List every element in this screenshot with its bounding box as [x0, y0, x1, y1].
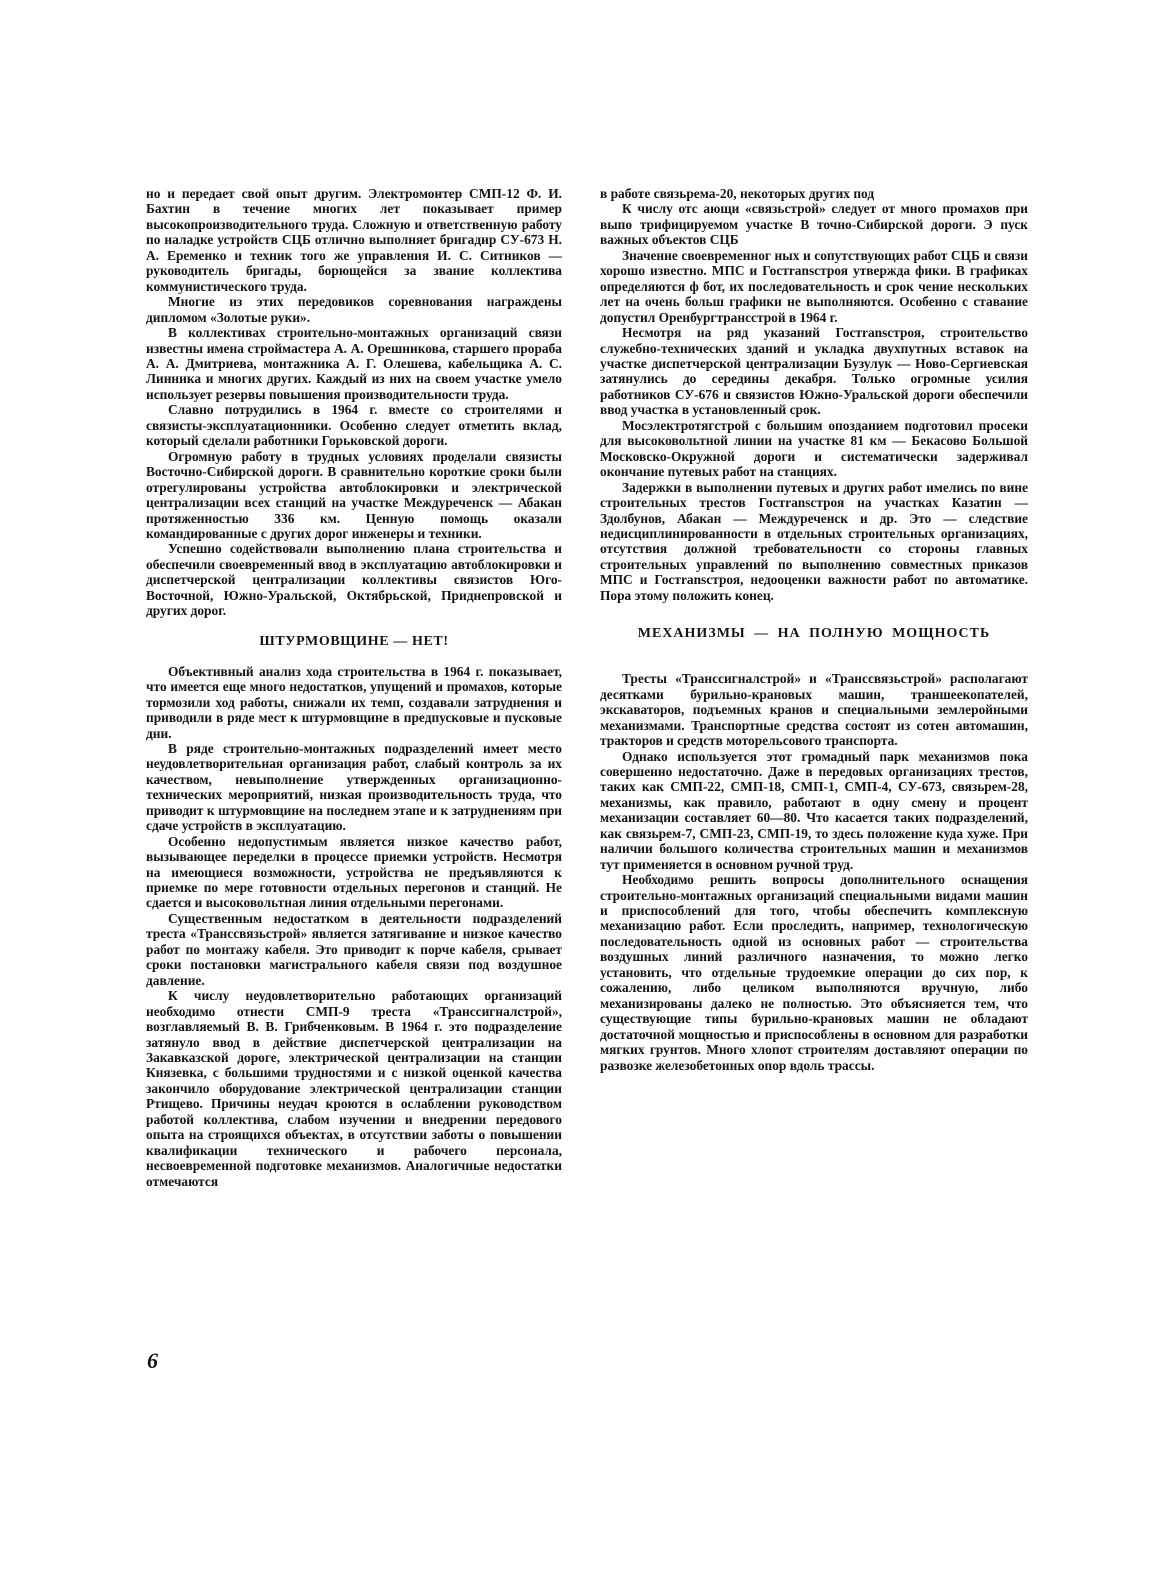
paragraph: В коллективах строительно-монтажных организаций связи известны имена строймастера А. А. Орешникова, старшего прораба А. А. Дмитриева, монтажника А. Г. Олешева, кабельщика А. С. Линника и многих других. Каждый из них на своем участке умело использует резервы повышения производительности труда. [146, 325, 562, 402]
paragraph: но и передает свой опыт другим. Электромонтер СМП-12 Ф. И. Бахтин в течение многих лет показывает пример высокопроизводительного труда. Сложную и ответственную работу по наладке устройств СЦБ отлично выполняет бригадир СУ-673 Н. А. Еременко и техник того же управления И. С. Ситников — руководитель бригады, борющейся за звание коллектива коммунистического труда. [146, 186, 562, 294]
paragraph: К числу отс ающи «связьстрой» следует от много промахов при выпо трифицируемом участке В точно-Сибирской дороги. Э пуск важных объектов СЦБ [600, 201, 1028, 248]
page-number: 6 [147, 1348, 158, 1373]
paragraph: Существенным недостатком в деятельности подразделений треста «Транссвязьстрой» является затягивание и низкое качество работ по монтажу кабеля. Это приводит к порче кабеля, срывает сроки постановки магистрального кабеля связи под воздушное давление. [146, 910, 562, 988]
paragraph: Огромную работу в трудных условиях проделали связисты Восточно-Сибирской дороги. В сравнительно короткие сроки были отрегулированы устройства автоблокировки и электрической централизации всех станций на участке Междуреченск — Абакан протяженностью 336 км. Ценную помощь оказали командированные с других дорог инженеры и техники. [146, 448, 562, 541]
section-heading: МЕХАНИЗМЫ — НА ПОЛНУЮ МОЩНОСТЬ [637, 626, 991, 642]
right-column [600, 186, 1028, 1073]
paragraph: Необходимо решить вопросы дополнительного оснащения строительно-монтажных организаций специальными видами машин и приспособлений для того, чтобы обеспечить комплексную механизацию работ. Если проследить, например, технологическую последовательность одной из основных работ — строительства воздушных линий различного назначения, то можно легко установить, что отдельные трудоемкие операции до сих пор, к сожалению, либо целиком выполняются вручную, либо механизированы далеко не полностью. Это объясняется тем, что существующие типы бурильно-крановых машин не обладают достаточной мощностью и приспособлены в основном для разработки мягких грунтов. Много хлопот строителям доставляют операции по развозке железобетонных опор вдоль трассы. [600, 872, 1028, 1073]
paragraph: Несмотря на ряд указаний Гостransстроя, строительство служебно-технических зданий и укладка двухпутных вставок на участке диспетчерской централизации Бузулук — Ново-Сергиевская затянулись до середины декабря. Только огромные усилия работников СУ-676 и связистов Южно-Уральской дороги обеспечили ввод участка в установленный срок. [600, 325, 1028, 418]
paragraph: Значение своевременног ных и сопутствующих работ СЦБ и связи хорошо известно. МПС и Гостransстроя утвержда фики. В графиках определяются ф бот, их последовательность и срок чение нескольких лет на очень больш графики не выполняются. Особенно с ставание допустил Оренбургтрансстрой в 1964 г. [600, 247, 1028, 325]
paragraph: Объективный анализ хода строительства в 1964 г. показывает, что имеется еще много недостатков, упущений и промахов, которые тормозили ход работы, снижали их темп, создавали затруднения и приводили в ряде мест к штурмовщине в предпусковые и пусковые дни. [146, 663, 562, 741]
paragraph: Особенно недопустимым является низкое качество работ, вызывающее переделки в процессе приемки устройств. Несмотря на имеющиеся возможности, устройства не предъявляются к приемке по мере готовности отдельных перегонов и станций. Не сдается и высоковольтная линия отдельными перегонами. [146, 833, 562, 911]
section-heading: ШТУРМОВЩИНЕ — НЕТ! [259, 633, 449, 649]
paragraph: в работе связьрема-20, некоторых других под [600, 186, 875, 201]
paragraph: В ряде строительно-монтажных подразделений имеет место неудовлетворительная организация работ, слабый контроль за их качеством, невыполнение утвержденных организационно-технических мероприятий, низкая производительность труда, что приводит к штурмовщине на последнем этапе и к затруднениям при сдаче устройств в эксплуатацию. [146, 740, 562, 834]
left-column [146, 186, 562, 1189]
paragraph: Задержки в выполнении путевых и других работ имелись по вине строительных трестов Гостransстроя на участках Казатин — Здолбунов, Абакан — Междуреченск и др. Это — следствие недисциплинированности в отдельных строительных организациях, отсутствия должной требовательности со стороны главных строительных управлений по выполнению совместных приказов МПС и Гостransстроя, недооценки важности работ по автоматике. Пора этому положить конец. [600, 479, 1028, 603]
paragraph: Успешно содействовали выполнению плана строительства и обеспечили своевременный ввод в эксплуатацию автоблокировки и диспетчерской централизации коллективы связистов Юго-Восточной, Южно-Уральской, Октябрьской, Приднепровской и других дорог. [146, 541, 562, 619]
paragraph: Мосэлектротягстрой с большим опозданием подготовил просеки для высоковольтной линии на участке 81 км — Бекасово Большой Московско-Окружной дороги и систематически задерживал окончание путевых работ на станциях. [600, 417, 1028, 480]
paragraph: Многие из этих передовиков соревнования награждены дипломом «Золотые руки». [146, 294, 562, 325]
paragraph: К числу неудовлетворительно работающих организаций необходимо отнести СМП-9 треста «Транссигналстрой», возглавляемый В. В. Грибченковым. В 1964 г. это подразделение затянуло ввод в действие диспетчерской централизации на Закавказской дороге, электрической централизации на станции Князевка, с большими трудностями и с низкой оценкой качества закончило оборудование электрической централизации станции Ртищево. Причины неудач кроются в ослаблении руководством работой коллектива, слабом изучении и внедрении передового опыта на строящихся объектах, в отсутствии заботы о повышении квалификации технического и рабочего персонала, несвоевременной подготовке механизмов. Аналогичные недостатки отмечаются [146, 988, 562, 1189]
paragraph: Тресты «Транссигналстрой» и «Транссвязьстрой» располагают десятками бурильно-крановых машин, траншеекопателей, экскаваторов, подъемных кранов и специальными землеройными механизмами. Транспортные средства состоят из сотен автомашин, тракторов и средств моторельсового транспорта. [600, 671, 1028, 749]
paragraph: Славно потрудились в 1964 г. вместе со строителями и связисты-эксплуатационники. Особенно следует отметить вклад, который сделали работники Горьковской дороги. [146, 402, 562, 449]
paragraph: Однако используется этот громадный парк механизмов пока совершенно недостаточно. Даже в передовых организациях трестов, таких как СМП-22, СМП-18, СМП-1, СМП-4, СУ-673, связьрем-28, механизмы, как правило, работают в одну смену и процент механизации составляет 60—80. Что касается таких подразделений, как связьрем-7, СМП-23, СМП-19, то здесь положение куда хуже. При наличии большого количества строительных машин и механизмов тут применяется в основном ручной труд. [600, 748, 1028, 872]
